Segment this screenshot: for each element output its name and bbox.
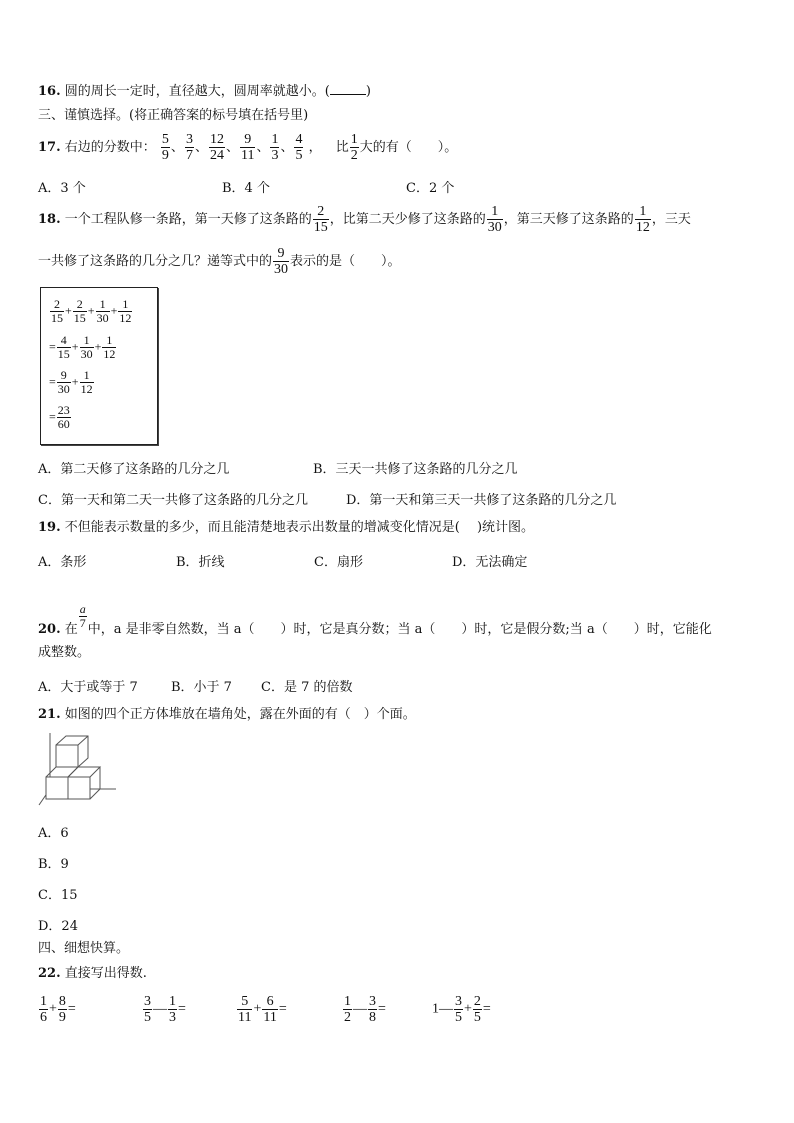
q20-option-c[interactable]: C．是 7 的倍数: [261, 680, 353, 695]
q22-number: 22.: [38, 966, 61, 981]
numerator: 4: [295, 132, 303, 147]
numerator: 2: [76, 297, 83, 311]
denominator: 2: [350, 148, 358, 163]
fraction: [262, 994, 277, 1025]
q19-option-b[interactable]: B．折线: [176, 555, 225, 570]
denominator: 7: [79, 616, 86, 630]
expr-equals: =: [178, 1001, 186, 1017]
denominator: 30: [274, 262, 289, 277]
q17-option-c[interactable]: C．2 个: [406, 181, 455, 196]
plus-sign: +: [110, 303, 118, 318]
q18-number: 18.: [38, 212, 61, 227]
plus-sign: +: [71, 339, 79, 354]
box-row-3: [49, 369, 95, 396]
q17-separator: 、: [225, 140, 239, 155]
plus-sign: +: [87, 303, 95, 318]
fraction: [118, 298, 132, 325]
fraction: [80, 334, 94, 361]
q18-calculation-box: [40, 287, 158, 445]
numerator: 5: [161, 132, 169, 147]
fraction: [237, 994, 252, 1025]
q16-text: 圆的周长一定时，直径越大，圆周率就越小。(: [64, 84, 330, 99]
numerator: 1: [122, 297, 129, 311]
fraction: [270, 132, 279, 163]
denominator: 24: [209, 148, 224, 163]
q20-text: 中，a 是非零自然数，当 a（ ）时，它是真分数；当 a（ ）时，它是假分数;当 a（ ）时，它能化: [87, 622, 712, 637]
q18-fraction-4: [273, 246, 289, 277]
equals-sign: =: [49, 374, 56, 389]
fraction: [368, 994, 377, 1025]
q18-fraction-3: [635, 204, 651, 235]
numerator: 2: [317, 204, 325, 219]
denominator: 12: [80, 382, 93, 396]
fraction: [209, 132, 225, 163]
q18-option-d[interactable]: D．第一天和第三天一共修了这条路的几分之几: [346, 493, 617, 508]
fraction: [294, 132, 303, 163]
question-20-line-2: 成整数。: [38, 645, 91, 660]
denominator: 5: [473, 1010, 481, 1025]
expr-operator: —: [153, 1001, 167, 1017]
denominator: 15: [57, 347, 70, 361]
denominator: 7: [185, 148, 193, 163]
q21-option-c[interactable]: C．15: [38, 888, 78, 903]
cube-mid-front: [68, 777, 90, 799]
numerator: a: [79, 602, 86, 616]
fraction: [57, 334, 71, 361]
q17-separator: 、: [170, 140, 184, 155]
denominator: 2: [344, 1010, 351, 1025]
expr-equals: =: [482, 1001, 491, 1017]
equals-sign: =: [49, 409, 56, 424]
expr-equals: =: [67, 1001, 76, 1017]
fraction: [57, 369, 71, 396]
fraction: [73, 298, 87, 325]
question-19: [38, 520, 534, 536]
fraction: [57, 404, 71, 431]
q16-answer-blank[interactable]: [330, 82, 366, 95]
denominator: 5: [455, 1010, 462, 1025]
box-row-2: [49, 334, 117, 361]
plus-sign: +: [94, 339, 102, 354]
question-18-line-2: [38, 246, 401, 277]
q17-separator: 、: [194, 140, 208, 155]
numerator: 5: [241, 994, 249, 1009]
denominator: 12: [119, 311, 132, 325]
cube-left-front: [46, 777, 68, 799]
denominator: 11: [238, 1010, 252, 1025]
q17-fraction-list: [160, 132, 305, 163]
q22-expression: [38, 994, 76, 1025]
fraction: [80, 369, 94, 396]
fraction: [168, 994, 177, 1025]
q18-option-b[interactable]: B．三天一共修了这条路的几分之几: [313, 462, 518, 477]
numerator: 3: [185, 132, 193, 147]
plus-sign: +: [71, 374, 79, 389]
q18-text-e: 一共修了这条路的几分之几？递等式中的: [38, 254, 273, 269]
stacked-cubes-figure: [36, 733, 120, 809]
q17-comma: ，: [308, 140, 322, 155]
q20-option-b[interactable]: B．小于 7: [171, 680, 232, 695]
denominator: 12: [103, 347, 116, 361]
fraction: [185, 132, 194, 163]
q17-separator: 、: [280, 140, 294, 155]
q16-number: 16.: [38, 84, 61, 99]
q18-option-a[interactable]: A．第二天修了这条路的几分之几: [38, 462, 230, 477]
numerator: 8: [58, 994, 66, 1009]
denominator: 30: [487, 220, 502, 235]
denominator: 3: [169, 1010, 176, 1025]
denominator: 30: [57, 382, 70, 396]
numerator: 1: [639, 204, 647, 219]
question-18-line-1: [38, 204, 691, 235]
plus-sign: +: [65, 303, 72, 318]
numerator: 9: [277, 246, 285, 261]
denominator: 11: [263, 1010, 277, 1025]
numerator: 2: [473, 994, 481, 1009]
denominator: 11: [240, 148, 255, 163]
denominator: 9: [58, 1010, 66, 1025]
q19-number: 19.: [38, 520, 61, 535]
fraction: [102, 334, 116, 361]
numerator: 4: [60, 333, 67, 347]
fraction: [343, 994, 352, 1025]
numerator: 6: [266, 994, 274, 1009]
q21-option-d[interactable]: D．24: [38, 919, 78, 934]
expr-operator: —: [353, 1001, 367, 1017]
q22-expression: [342, 994, 386, 1025]
cube-top-edge: [78, 736, 88, 745]
denominator: 60: [57, 417, 70, 431]
q16-close: ): [365, 84, 371, 99]
question-21: [38, 707, 416, 723]
question-17: [38, 132, 457, 163]
numerator: 2: [54, 297, 60, 311]
q18-text-d: ，三天: [651, 212, 691, 227]
q22-expression: [236, 994, 287, 1025]
numerator: 1: [344, 994, 351, 1009]
section-3-heading: 三、谨慎选择。(将正确答案的标号填在括号里): [38, 108, 309, 123]
q17-option-a[interactable]: A．3 个: [38, 181, 86, 196]
denominator: 9: [161, 148, 169, 163]
q17-compare-word: 比: [335, 140, 349, 155]
q20-pre: 在: [64, 622, 78, 637]
q19-option-c[interactable]: C．扇形: [314, 555, 363, 570]
q17-separator: 、: [256, 140, 270, 155]
q21-option-b[interactable]: B．9: [38, 857, 69, 872]
fraction: [473, 994, 482, 1025]
denominator: 15: [51, 311, 63, 325]
q19-text: 不但能表示数量的多少，而且能清楚地表示出数量的增减变化情况是( )统计图。: [64, 520, 535, 535]
expr-prefix: 1—: [432, 1001, 453, 1017]
equals-sign: =: [49, 339, 56, 354]
fraction: [96, 298, 110, 325]
denominator: 15: [313, 220, 328, 235]
denominator: 5: [295, 148, 303, 163]
q17-number: 17.: [38, 140, 61, 155]
numerator: 1: [40, 994, 47, 1009]
q17-option-b[interactable]: B．4 个: [222, 181, 270, 196]
q21-text: 如图的四个正方体堆放在墙角处，露在外面的有（ ）个面。: [64, 707, 416, 722]
question-16: [38, 82, 371, 100]
q20-fraction: [79, 603, 87, 630]
denominator: 30: [96, 311, 109, 325]
q18-text-a: 一个工程队修一条路，第一天修了这条路的: [64, 212, 312, 227]
numerator: 9: [60, 368, 67, 382]
q18-text-b: ，比第二天少修了这条路的: [329, 212, 486, 227]
q17-half-fraction: [350, 132, 359, 163]
numerator: 12: [209, 132, 224, 147]
q21-option-a[interactable]: A．6: [38, 826, 69, 841]
expr-operator: +: [253, 1001, 262, 1017]
denominator: 12: [635, 220, 650, 235]
fraction: [39, 994, 48, 1025]
q22-expression: [142, 994, 186, 1025]
q17-tail: 大的有（ ）。: [359, 140, 458, 155]
expr-operator: +: [49, 1001, 57, 1017]
numerator: 1: [99, 297, 106, 311]
numerator: 23: [57, 403, 70, 417]
denominator: 15: [73, 311, 86, 325]
question-20-line-1: [38, 602, 712, 638]
denominator: 5: [144, 1010, 151, 1025]
denominator: 6: [40, 1010, 47, 1025]
numerator: 1: [106, 333, 113, 347]
cube-top-front: [56, 745, 78, 767]
q18-option-c[interactable]: C．第一天和第二天一共修了这条路的几分之几: [38, 493, 308, 508]
numerator: 3: [144, 994, 151, 1009]
numerator: 1: [491, 204, 499, 219]
q20-option-a[interactable]: A．大于或等于 7: [38, 680, 138, 695]
numerator: 1: [83, 333, 90, 347]
q19-option-d[interactable]: D．无法确定: [452, 555, 528, 570]
section-4-heading: 四、细想快算。: [38, 941, 130, 956]
fraction: [50, 298, 64, 325]
expr-equals: =: [278, 1001, 287, 1017]
question-22: [38, 966, 147, 982]
fraction: [454, 994, 463, 1025]
expr-operator: +: [464, 1001, 472, 1017]
numerator: 9: [244, 132, 252, 147]
denominator: 3: [271, 148, 279, 163]
q19-option-a[interactable]: A．条形: [38, 555, 87, 570]
q20-number: 20.: [38, 622, 61, 637]
fraction: [161, 132, 170, 163]
box-row-4: [49, 404, 72, 431]
q21-number: 21.: [38, 707, 61, 722]
expr-equals: =: [378, 1001, 386, 1017]
numerator: 3: [369, 994, 376, 1009]
q17-lead: 右边的分数中：: [64, 140, 156, 155]
q18-fraction-1: [313, 204, 329, 235]
numerator: 3: [455, 994, 462, 1009]
box-row-1: [49, 298, 133, 325]
q22-text: 直接写出得数.: [64, 966, 147, 981]
cube-mid-top: [68, 767, 100, 777]
q18-text-g: 表示的是（ ）。: [290, 254, 401, 269]
numerator: 1: [169, 994, 176, 1009]
q22-expression: [432, 994, 491, 1025]
q18-fraction-2: [487, 204, 503, 235]
fraction: [143, 994, 152, 1025]
denominator: 8: [369, 1010, 376, 1025]
q18-text-c: ，第三天修了这条路的: [503, 212, 634, 227]
fraction: [58, 994, 67, 1025]
denominator: 30: [80, 347, 93, 361]
numerator: 1: [83, 368, 90, 382]
fraction: [240, 132, 255, 163]
numerator: 1: [350, 132, 358, 147]
numerator: 1: [271, 132, 279, 147]
